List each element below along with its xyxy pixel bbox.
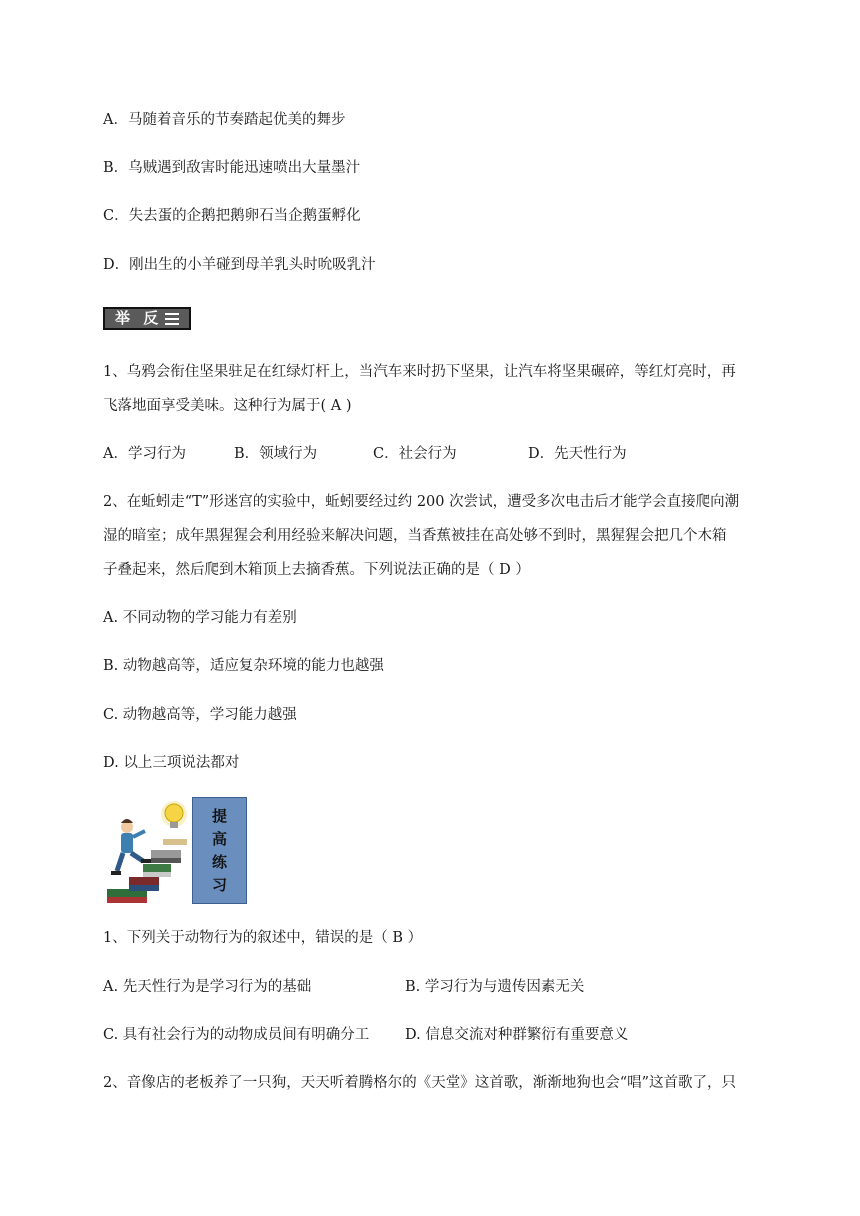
s1-q1-line2: 飞落地面享受美味。这种行为属于( A )	[103, 398, 352, 414]
s1-q2-line3: 子叠起来，然后爬到木箱顶上去摘香蕉。下列说法正确的是（ D ）	[103, 562, 530, 578]
s1-q1-line1: 1、乌鸦会衔住坚果驻足在红绿灯杆上，当汽车来时扔下坚果，让汽车将坚果碾碎，等红灯亮时，再	[103, 364, 736, 380]
option-c: C．失去蛋的企鹅把鹅卵石当企鹅蛋孵化	[103, 208, 361, 224]
s2-q1-option-d: D. 信息交流对种群繁衍有重要意义	[405, 1027, 629, 1043]
s1-q2-option-b: B. 动物越高等，适应复杂环境的能力也越强	[103, 658, 384, 674]
improve-char-2: 高	[211, 829, 227, 848]
option-a: A．马随着音乐的节奏踏起优美的舞步	[103, 112, 346, 128]
s2-q1-option-a: A. 先天性行为是学习行为的基础	[103, 979, 312, 995]
s1-q2-option-d: D. 以上三项说法都对	[103, 755, 240, 771]
improve-char-1: 提	[211, 806, 227, 825]
lightbulb-icon	[161, 801, 187, 828]
improve-char-3: 练	[211, 852, 227, 871]
improve-practice-label	[192, 797, 247, 904]
s2-q1-option-c: C. 具有社会行为的动物成员间有明确分工	[103, 1027, 370, 1043]
s1-q2-option-a: A. 不同动物的学习能力有差别	[103, 610, 297, 626]
three-bars-icon	[165, 310, 179, 328]
s1-q1-option-a: A．学习行为	[103, 446, 186, 462]
section-badge-jufan	[103, 307, 191, 330]
option-d: D．刚出生的小羊碰到母羊乳头时吮吸乳汁	[103, 257, 376, 273]
s2-q1-line: 1、下列关于动物行为的叙述中，错误的是（ B ）	[103, 930, 423, 946]
s1-q1-option-c: C．社会行为	[373, 446, 457, 462]
improve-char-4: 习	[211, 875, 227, 894]
s1-q2-line2: 湿的暗室；成年黑猩猩会利用经验来解决问题，当香蕉被挂在高处够不到时，黑猩猩会把几个木箱	[103, 528, 727, 544]
s1-q2-line1: 2、在蚯蚓走“T”形迷宫的实验中，蚯蚓要经过约 200 次尝试，遭受多次电击后才能学会直接爬向潮	[103, 494, 740, 510]
option-b: B．乌贼遇到敌害时能迅速喷出大量墨汁	[103, 160, 361, 176]
s2-q1-option-b: B. 学习行为与遗传因素无关	[405, 979, 585, 995]
badge-text: 举 反	[115, 309, 163, 327]
s1-q2-option-c: C. 动物越高等，学习能力越强	[103, 707, 297, 723]
s1-q1-option-d: D．先天性行为	[528, 446, 627, 462]
s1-q1-option-b: B．领域行为	[234, 446, 318, 462]
s2-q2-line: 2、音像店的老板养了一只狗，天天听着腾格尔的《天堂》这首歌，渐渐地狗也会“唱”这首歌了，只	[103, 1075, 737, 1091]
